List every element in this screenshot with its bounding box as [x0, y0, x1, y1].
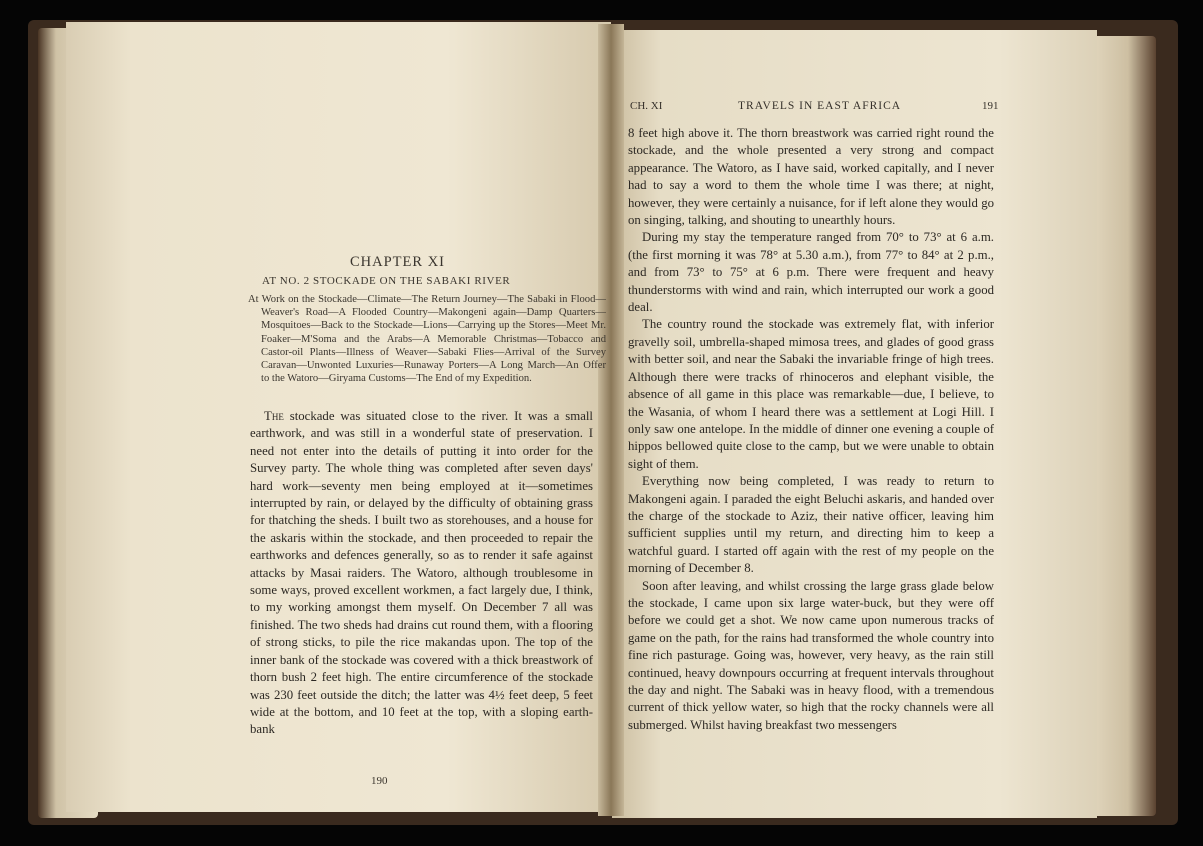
paragraph: During my stay the temperature ranged from 70° to 73° at 6 a.m. (the first morning it was 78° at 5.30 a.m.), from 77° to 84° at 2 p.m., and from 73° to 75° at 6 p.m. There were frequent and heavy thunderstorms with wind and rain, which interrupted our work a good deal. [628, 230, 994, 315]
right-body-text [628, 125, 994, 734]
left-body-paragraph: stockade was situated close to the river. It was a small earthwork, and was still in a wonderful state of preservation. I need not enter into the details of putting it into order for the Survey party. The whole thing was completed after seven days' hard work—seventy men being employed at it—sometimes interrupted by rain, or delayed by the difficulty of obtaining grass for thatching the sheds. I built two as storehouses, and a house for the askaris within the stockade, and then proceeded to repair the earthworks and defences generally, so as to render it safe against attacks by Masai raiders. The Watoro, although troublesome in some ways, proved excellent workmen, a fact largely due, I think, to my working amongst them myself. On December 7 all was finished. The two sheds had drains cut round them, with a flooring of strong sticks, to pile the rice makandas upon. The top of the inner bank of the stockade was covered with a thick breastwork of thorn bush 2 feet high. The entire circumference of the stockade was 230 feet outside the ditch; the latter was 4½ feet deep, 5 feet wide at the bottom, and 10 feet at the top, with a sloping earth-bank [250, 409, 593, 737]
paragraph: Soon after leaving, and whilst crossing the large grass glade below the stockade, I came upon six large water-buck, but they were off before we could get a shot. We now came upon numerous tracks of game on the path, for the rains had transformed the whole country into fine rich pasturage. Going was, however, very heavy, as the rain still continued, heavy downpours occurring at frequent intervals throughout the day and night. The Sabaki was in heavy flood, with a tremendous current of thick yellow water, so high that the rocky channels were all submerged. Whilst having breakfast two messengers [628, 578, 994, 732]
chapter-subtitle: AT NO. 2 STOCKADE ON THE SABAKI RIVER [262, 275, 511, 287]
page-number-left: 190 [371, 775, 388, 787]
book-gutter [598, 24, 624, 816]
drop-word: The [264, 409, 284, 423]
paragraph: The country round the stockade was extremely flat, with inferior gravelly soil, umbrella-shaped mimosa trees, and glades of good grass with better soil, and near the Sabaki the invariable fringe of high trees. Although there were tracks of rhinoceros and elephant visible, the absence of all game in this place was remarkable—due, I believe, to the Wasania, of whom I heard there was a settlement at Logi Hill. I only saw one antelope. In the middle of dinner one evening a couple of hippos bellowed quite close to the camp, but we were unable to obtain sight of them. [628, 317, 994, 471]
paragraph: 8 feet high above it. The thorn breastwork was carried right round the stockade, and the whole presented a very strong and compact appearance. The Watoro, as I have said, worked capitally, and I never had to say a word to them the whole time I was there; at night, however, they were certainly a nuisance, for if left alone they would go on singing, talking, and shouting to unearthly hours. [628, 126, 994, 228]
running-head-title: TRAVELS IN EAST AFRICA [738, 100, 902, 112]
running-head-chapter: CH. XI [630, 100, 663, 112]
chapter-synopsis: At Work on the Stockade—Climate—The Return Journey—The Sabaki in Flood—Weaver's Road—A Flooded Country—Makongeni again—Damp Quarters—Mosquitoes—Back to the Stockade—Lions—Carrying up the Stores—Meet Mr. Foaker—M'Soma and the Arabs—A Memorable Christmas—Tobacco and Castor-oil Plants—Illness of Weaver—Sabaki Flies—Arrival of the Survey Caravan—Unwonted Luxuries—Runaway Porters—A Long March—An Offer to the Watoro—Giryama Customs—The End of my Expedition. [248, 294, 606, 385]
paragraph: Everything now being completed, I was ready to return to Makongeni again. I paraded the eight Beluchi askaris, and handed over the charge of the stockade to Aziz, their native officer, leaving him sufficient supplies until my return, and directing him to keep a watchful guard. I started off again with the rest of my people on the morning of December 8. [628, 474, 994, 576]
page-number-right: 191 [982, 100, 999, 112]
left-body-text [250, 408, 593, 739]
chapter-heading: CHAPTER XI [350, 254, 445, 270]
